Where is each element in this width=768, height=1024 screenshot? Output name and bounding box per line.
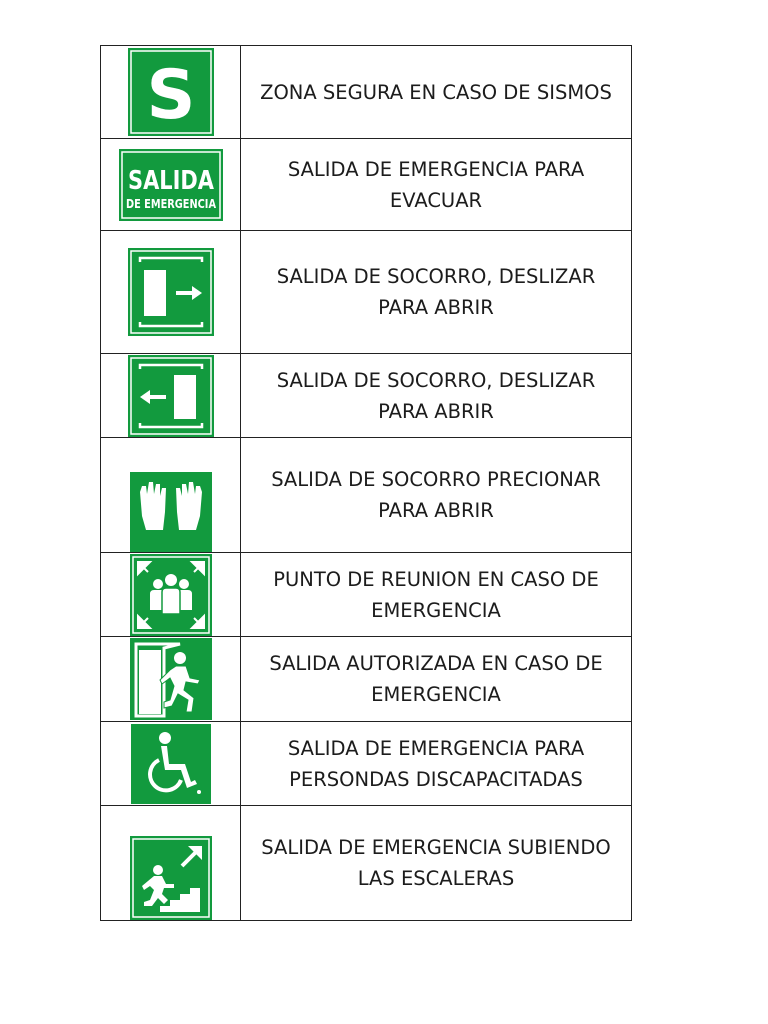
sign-cell xyxy=(101,354,241,438)
sign-description: SALIDA DE SOCORRO PRECIONAR PARA ABRIR xyxy=(241,438,632,553)
stairs-up-exit-icon xyxy=(130,836,212,920)
safe-zone-s-icon xyxy=(128,48,214,136)
table-row xyxy=(101,722,632,806)
sign-description: SALIDA AUTORIZADA EN CASO DE EMERGENCIA xyxy=(241,637,632,722)
salida-emergencia-text-sign-icon xyxy=(119,149,223,221)
sign-description: SALIDA DE EMERGENCIA PARA PERSONDAS DISCAPACITADAS xyxy=(241,722,632,806)
table-row xyxy=(101,139,632,231)
assembly-point-icon xyxy=(130,554,212,636)
sign-cell xyxy=(101,139,241,231)
sign-cell xyxy=(101,637,241,722)
sign-cell xyxy=(101,231,241,354)
running-exit-door-icon xyxy=(130,638,212,720)
sign-cell xyxy=(101,553,241,637)
sliding-door-right-icon xyxy=(128,248,214,336)
sign-cell xyxy=(101,722,241,806)
sign-description: SALIDA DE EMERGENCIA SUBIENDO LAS ESCALERAS xyxy=(241,806,632,921)
sign-subtitle: DE EMERGENCIA xyxy=(125,196,217,211)
table-row xyxy=(101,637,632,722)
sign-cell xyxy=(101,46,241,139)
sign-title: SALIDA xyxy=(127,165,214,196)
sign-letter: S xyxy=(146,56,195,135)
sign-description: SALIDA DE SOCORRO, DESLIZAR PARA ABRIR xyxy=(241,231,632,354)
sign-cell xyxy=(101,438,241,553)
sign-cell xyxy=(101,806,241,921)
sign-description: PUNTO DE REUNION EN CASO DE EMERGENCIA xyxy=(241,553,632,637)
safety-signs-table xyxy=(100,45,632,921)
table-row xyxy=(101,553,632,637)
table-row xyxy=(101,354,632,438)
sign-description: ZONA SEGURA EN CASO DE SISMOS xyxy=(241,46,632,139)
table-row xyxy=(101,438,632,553)
table-row xyxy=(101,231,632,354)
table-row xyxy=(101,806,632,921)
sliding-door-left-icon xyxy=(128,355,214,437)
sign-description: SALIDA DE EMERGENCIA PARA EVACUAR xyxy=(241,139,632,231)
sign-description: SALIDA DE SOCORRO, DESLIZAR PARA ABRIR xyxy=(241,354,632,438)
push-hands-icon xyxy=(130,472,212,552)
table-row xyxy=(101,46,632,139)
wheelchair-icon xyxy=(131,724,211,804)
